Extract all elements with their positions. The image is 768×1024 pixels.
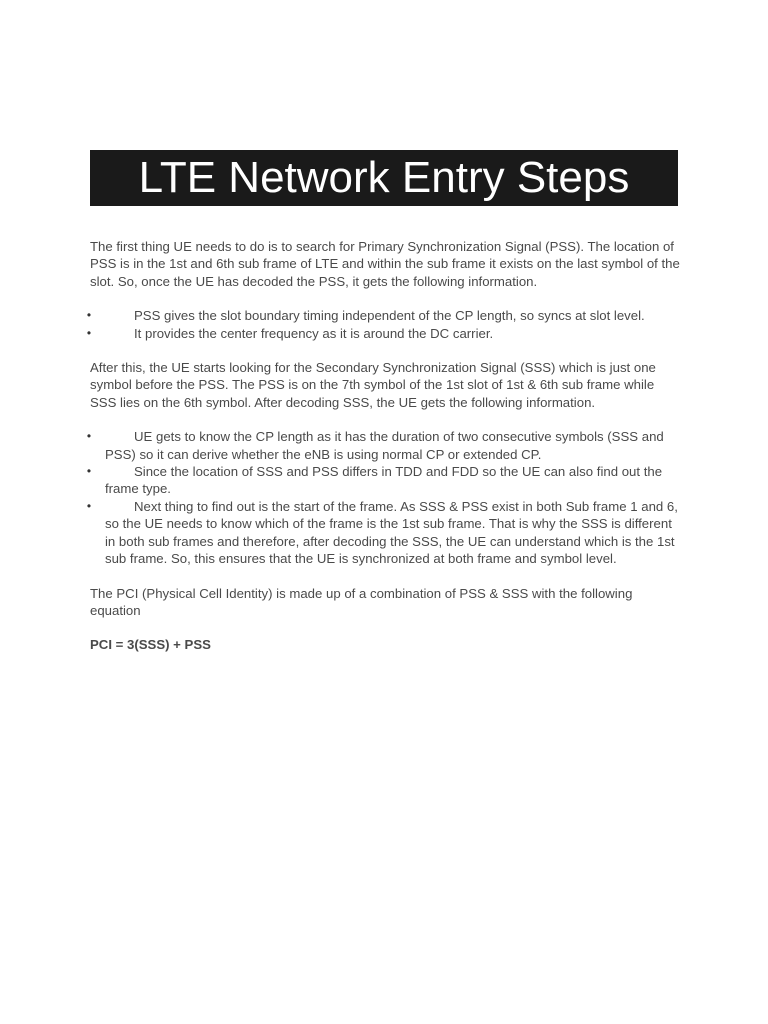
- title-banner: [90, 150, 678, 206]
- bullet-icon: •: [86, 308, 92, 323]
- list-item-text: Since the location of SSS and PSS differs in TDD and FDD so the UE can also find out the frame type.: [105, 464, 663, 497]
- bullet-icon: •: [86, 464, 92, 479]
- list-item: [86, 307, 680, 324]
- list-item: [86, 463, 680, 498]
- list-item-text: Next thing to find out is the start of the frame. As SSS & PSS exist in both Sub frame 1 and 6, so the UE needs to know which of the frame is the 1st sub frame. That is why the SSS is different in both sub frames and therefore, after decoding the SSS, the UE can understand which is the 1st sub frame. So, this ensures that the UE is synchronized at both frame and symbol level.: [105, 498, 678, 567]
- intro-paragraph: The first thing UE needs to do is to search for Primary Synchronization Signal (PSS). The location of PSS is in the 1st and 6th sub frame of LTE and within the sub frame it exists on the last symbol of the slot. So, once the UE has decoded the PSS, it gets the following information.: [90, 239, 680, 289]
- document-body: [86, 238, 680, 654]
- bullet-icon: •: [86, 429, 92, 444]
- bullet-icon: •: [86, 498, 92, 513]
- pss-bullet-list: [86, 307, 680, 342]
- list-item-text: It provides the center frequency as it is around the DC carrier.: [134, 325, 494, 341]
- page-title: LTE Network Entry Steps: [138, 153, 630, 202]
- list-item: [86, 428, 680, 463]
- sss-paragraph: After this, the UE starts looking for the Secondary Synchronization Signal (SSS) which is just one symbol before the PSS. The PSS is on the 7th symbol of the 1st slot of 1st & 6th sub frame while SSS lies on the 6th symbol. After decoding SSS, the UE gets the following information.: [90, 360, 656, 410]
- list-item-text: PSS gives the slot boundary timing independent of the CP length, so syncs at slot level.: [134, 308, 645, 324]
- bullet-icon: •: [86, 325, 92, 340]
- pci-formula: PCI = 3(SSS) + PSS: [90, 637, 211, 653]
- list-item: [86, 498, 680, 568]
- list-item: [86, 325, 680, 342]
- list-item-text: UE gets to know the CP length as it has the duration of two consecutive symbols (SSS and PSS) so it can derive whether the eNB is using normal CP or extended CP.: [105, 429, 664, 462]
- pci-paragraph: The PCI (Physical Cell Identity) is made up of a combination of PSS & SSS with the following equation: [90, 585, 633, 618]
- sss-bullet-list: [86, 428, 680, 567]
